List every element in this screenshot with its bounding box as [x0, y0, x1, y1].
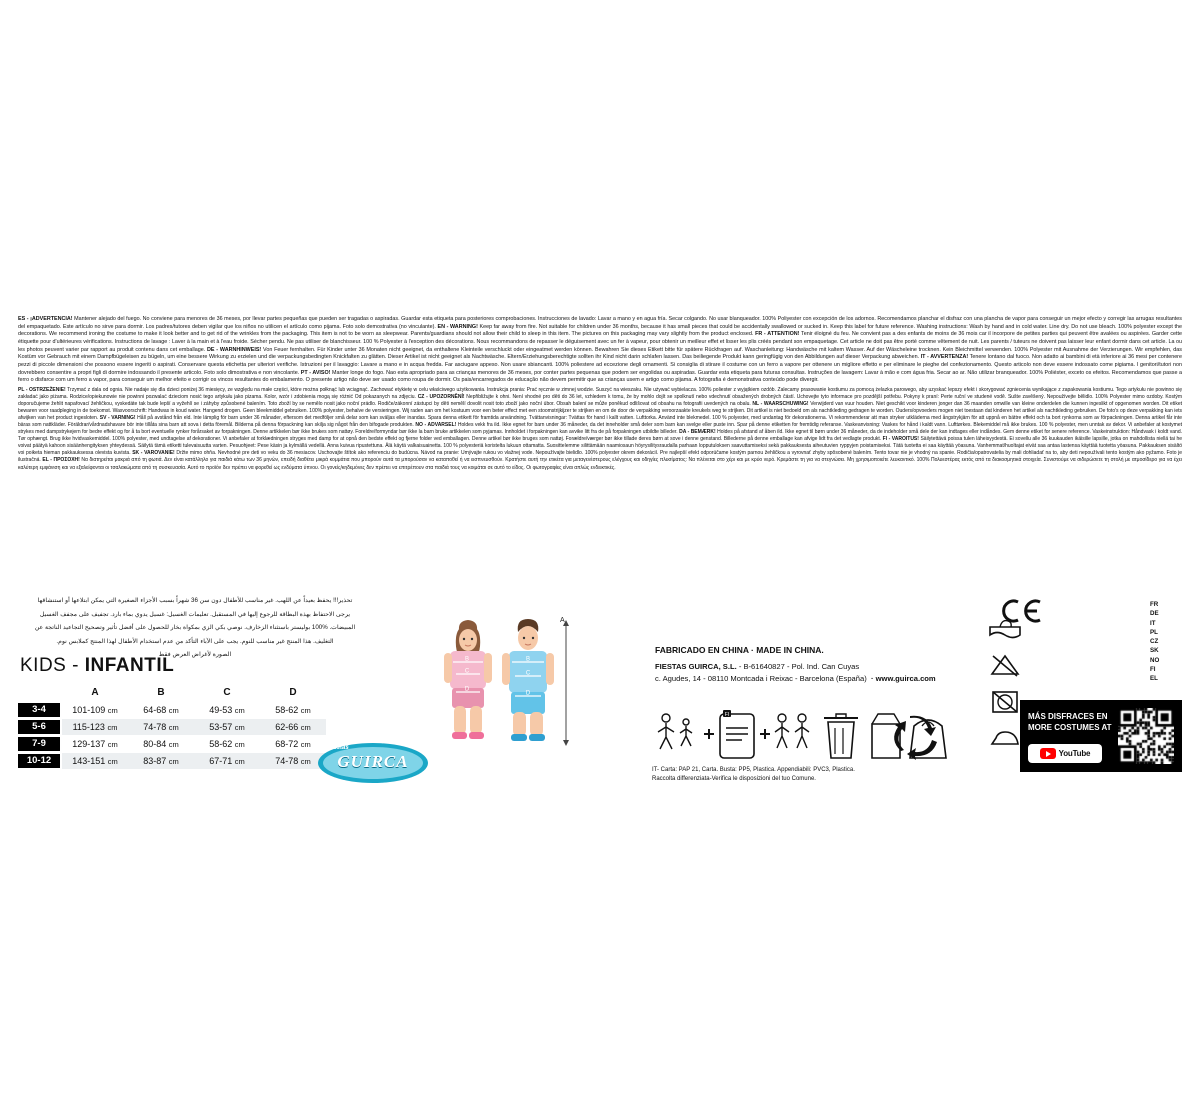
youtube-play-icon — [1040, 748, 1056, 759]
label-b-boy: B — [525, 656, 531, 663]
size-value-b: 80-84 cm — [128, 736, 194, 753]
logo-wordmark: GUIRCA — [337, 752, 409, 771]
packaging-icons — [652, 708, 967, 768]
label-d-girl: D — [464, 686, 470, 693]
table-row — [18, 702, 326, 719]
packaging-pictograms — [652, 708, 967, 768]
company-name — [655, 661, 955, 673]
label-a: A — [560, 617, 565, 624]
packaging-note — [652, 766, 982, 783]
figures-illustration — [420, 600, 610, 790]
lang-code: SK — [1150, 647, 1159, 655]
youtube-label: YouTube — [1058, 749, 1091, 758]
packaging-note-line-2: Raccolta differenziata-Verifica le disposizioni del tuo Comune. — [652, 775, 816, 782]
size-table — [18, 687, 326, 769]
legal-paragraph-1: ES - ¡ADVERTENCIA! Mantener alejado del fuego. No conviene para menores de 36 meses, por llevar partes pequeñas que pueden ser tragadas o aspiradas. Guardar esta etiqueta para posteriores comprobaciones. Instrucciones de lavado: Lavar a mano y en agua fría. Secar colgando. No usar blanqueador. 100% Poliyester con excepción de los adornos. Recomendamos planchar el disfraz con una plancha de vapor para conseguir un mejor efecto y corregir las arrugas resultantes del empaquetado. Este artículo no sirve para dormir. Los padres/tutores deben vigilar que los niños no utilicen el artículo como pijama. Foto solo demostrativa (no vinculante). EN - WARNING! Keep far away from fire. Not suitable for children under 36 months, because it has small pieces that could be accidentally swallowed or sucked in. Keep this label for future reference. Washing instructions: Wash by hand and in cold water. Line dry. Do not use bleach. 100% polyester except the decorations. We recommend ironing the costume to make it look better and to get rid of the wrinkles from the packaging. This item is not to be worn as sleepwear. Parents/guardians should not allow their child to sleep in this item. The pictures on this packaging may vary slightly from the product enclosed. FR - ATTENTION! Tenir éloigné du feu. Ne convient pas a des enfants de moins de 36 mois car il incorpore de petites parties qui peuvent être avalées ou aspirées. Garder cette étiquette pour d'ultérieures vérifications. Instructions de lavage : Laver à la main et à l'eau froide. Sécher pendu. Ne pas utiliser de blanchisseur. 100 % Polyester à l'exception des décorations. Nous recommandons de repasser le déguisement avec un fer à vapeur, pour obtenir un meilleur effet et lisser les plis créés pendant son empaquetage. Cet article ne doit pas être porté comme vêtement de nuit. Les parents / tuteurs ne doivent pas laisser leur enfant dormir dans cet article. La ou les photos peuvent varier par rapport au produit contenu dans cet emballage. DE - WARNHINWEIS! Von Feuer fernhalten. Für Kinder unter 36 Monaten nicht geeignet, da enthaltene Kleinteile verschluckt oder eingeatmet werden können. Bewahren Sie dieses Etikett bitte für spätere Rückfragen auf. Waschanleitung: Handwäsche mit kaltem Wasser. Auf der Wäscheleine trocknen. Kein Bleichmittel verwenden. 100% Polyester mit Ausnahme der Verzierungen. Wir empfehlen, das Kostüm vor Gebrauch mit einem Dampfbügeleisen zu bügeln, um eine bessere Wirkung zu erzielen und die verpackungsbedingten Knickfalten zu glätten. Dieser Artikel ist nicht geeignet als Nachtwäsche. Eltern/Erziehungsberechtigte sollten ihr Kind nicht darin schlafen lassen. Das beiliegende Produkt kann geringfügig von den Abbildungen auf dieser Verpackung abweichen. IT - AVVERTENZA! Tenere lontano dal fuoco. Non adatto ai bambini di età inferiore ai 36 mesi per contenere pezzi di piccole dimensioni che possono essere ingeriti o aspirati. Conservare questa etichetta per ulteriori verifiche. Istruzioni per il lavaggio: Lavare a mano e in acqua fredda. Far asciugare appeso. Non usare sbiancanti. 100% poliestere ad eccezione degli ornamenti. Si consiglia di stirare il costume con un ferro a vapore per ottenere un migliore effetto e per eliminare le pieghe del confezionamento. Questo articolo non deve essere indossato come pigiama. I genitori/tutori non dovrebbero consentire a propri figli di dormire indossando il presente articolo. Foto solo dimostrativa e non vincolante. PT - AVISO! Manter longe do fogo. Nao esta apropriado para as crianças menores de 36 meses, por conter partes pequenas que podem ser engolidas ou aspiradas. Guardar esta etiqueta para futuras consultas. Instruções de lavagem: Lavar à mão e com água fria. Secar ao ar. Não utilizar branqueador. 100% Poliéster, exceto os efeitos. Recomendamos que passe a ferro o disfarce com um ferro a vapor, para conseguir um melhor efeito e corrigir os vincos resultantes do embalamento. O presente artigo não deve ser usado como roupa de dormir. Os pais/encarregados de educação não devem permitir que as crianças usem e artigo como pijama. A fotografia é demonstrativa conteúdo pode divergir. — [18, 316, 1183, 384]
table-row — [18, 719, 326, 736]
size-value-c: 58-62 cm — [194, 736, 260, 753]
lang-code: IT — [1150, 619, 1156, 627]
label-b-girl: B — [464, 656, 470, 663]
size-age-cell: 3-4 — [18, 703, 60, 717]
promo-line-en: MORE COSTUMES AT — [1028, 722, 1112, 732]
waste-separation-icon — [824, 714, 858, 758]
label-c-girl: C — [464, 668, 470, 675]
boy-figure — [502, 619, 554, 741]
size-age-cell: 10-12 — [18, 754, 60, 768]
lang-code: FI — [1150, 666, 1156, 674]
size-value-b: 64-68 cm — [128, 702, 194, 719]
logo-tagline: Fiestas — [328, 745, 349, 751]
size-value-b: 74-78 cm — [128, 719, 194, 736]
arabic-line: المبيضات. %100 بوليستر باستثناء الزخارف. نوصي بكي الزي بمكواة بخار للحصول على أفضل تأثير وتصحيح التجاعيد الناتجة عن — [34, 624, 356, 632]
col-head-b: B — [157, 687, 165, 698]
promo-text — [1028, 712, 1114, 734]
size-value-c: 67-71 cm — [194, 753, 260, 770]
size-value-b: 83-87 cm — [128, 753, 194, 770]
table-row — [18, 753, 326, 770]
size-chart-title-main: KIDS - — [20, 655, 85, 676]
size-value-d: 62-66 cm — [260, 719, 326, 736]
promo-line-es: MÁS DISFRACES EN — [1028, 712, 1108, 721]
size-chart-title-sub: INFANTIL — [84, 655, 175, 676]
guirca-logo — [318, 741, 428, 785]
col-head-c: C — [223, 687, 231, 698]
size-age-cell: 7-9 — [18, 737, 60, 751]
lang-code: PL — [1150, 628, 1158, 636]
size-value-a: 143-151 cm — [62, 753, 128, 770]
plastic-bag-icon — [910, 720, 946, 758]
size-value-a: 101-109 cm — [62, 702, 128, 719]
svg-text:FI: FI — [724, 712, 730, 718]
legal-warnings-block — [18, 316, 1182, 473]
plus-icon-2 — [760, 729, 770, 739]
arabic-line: الصورة لأغراض العرض فقط — [158, 651, 232, 659]
col-head-a: A — [91, 687, 99, 698]
size-value-d: 58-62 cm — [260, 702, 326, 719]
youtube-promo-banner[interactable] — [1020, 700, 1182, 772]
size-chart-title — [20, 655, 388, 677]
table-row — [18, 736, 326, 753]
arabic-warning-block — [20, 596, 370, 664]
measurement-figures — [420, 600, 610, 790]
arabic-line: تحذير!!! يحفظ بعيداً عن اللهب. غير مناسب للأطفال دون سن 36 شهراً بسبب الأجزاء الصغيرة التي يمكن ابتلاعها أو استنشاقها — [37, 597, 353, 604]
girl-figure — [444, 620, 492, 739]
hand-wash-icon — [985, 612, 1025, 648]
arabic-line: التغليف. هذا المنتج غير مناسب للنوم. يجب على الآباء التأكد من عدم استخدام الأطفال لهذا المنتج كملابس نوم. — [56, 637, 334, 645]
size-age-cell: 5-6 — [18, 720, 60, 734]
youtube-button[interactable] — [1028, 744, 1102, 763]
col-head-age — [18, 687, 62, 702]
size-value-a: 129-137 cm — [62, 736, 128, 753]
lang-code: EL — [1150, 675, 1158, 683]
company-address-line: c. Agudes, 14 - 08110 Montcada i Reixac - Barcelona (España) · www.guirca.com — [655, 673, 936, 683]
lang-code: NO — [1150, 656, 1160, 664]
lang-code: DE — [1150, 610, 1159, 618]
label-d-boy: D — [525, 690, 531, 697]
col-head-d: D — [289, 687, 297, 698]
company-name-text: FIESTAS GUIRCA, S.L. — [655, 662, 737, 671]
size-value-a: 115-123 cm — [62, 719, 128, 736]
lang-code: CZ — [1150, 638, 1159, 646]
arabic-line: يرجى الاحتفاظ بهذة البطاقة للرجوع إليها في المستقبل. تعليمات الغسيل: غسيل يدوي بماء بارد. تجفيف على مجفف الغسيل — [39, 610, 351, 618]
qr-code[interactable] — [1118, 708, 1174, 764]
do-not-tumble-dry-icon — [985, 684, 1025, 720]
company-address: c. Agudes, 14 - 08110 Montcada i Reixac - Barcelona (España) — [655, 673, 867, 683]
height-arrow-a — [560, 617, 569, 746]
size-value-d: 74-78 cm — [260, 753, 326, 770]
legal-paragraph-2: PL - OSTRZEŻENIE! Trzymać z dala od ognia. Nie nadaje się dla dzieci poniżej 36 miesięcy, ze względu na małe części, które można połknąć lub wciągnąć. Zachować etykietę w celu właściwego użytkowania. Instrukcja prania: Prać ręcznie w zimnej wodzie. Suszyć na wieszaku. Nie używać wybielacza. 100% poliester z wyjątkiem ozdób. Zalecamy prasowanie kostiumu za pomocą żelazka parowego, aby uzyskać lepszy efekt i skorygować zgniecenia wynikające z zapakowania kostiumu. Tego artykułu nie powinno się zakładać jako piżama. Rodzice/opiekunowie nie powinni pozwalać dzieciom nosić tego artykułu jako pizama. Kolor, wzór i zdobienia mogą się różnić Od pokazanych na zdjęciu. CZ - UPOZORNĚNÍ! Nepřibližujte k ohni. Není vhodné pro děti do 36 let, vzhledem k tomu, že by mohlo dojít se spolknutí nebo vdechnutí obsažených drobných částí. Uchovejte tyto informace pro pozdější potřebu. Pokyny k praní: Perte ruční ve studené vodě. Sušte zavěšený. Nepoužívejte bělidlo. 100% Polyester mimo ozdoby. Kostým doporučujeme žehlit napařovací žehličkou, vyskedáte tak bude lepší a vyžehlí se i záhyby způsobené balením. Toto zboží by se nemělo nosit jako noční prádlo. Rodiče/zákonní zástupci by děti nemělí dovolit nosit toto zboží jako noční úbor. Obsah balení se může poněkud odlišovat od obsahu na fotografii uvedených na obalu. NL - WAARSCHUWING! Verwijderd van vuur houden. Niet geschikt voor kinderen jonger dan 36 maanden omwille van kleine onderdelen die kunnen ingeslikt of opgenomen worden. Dit etiket bewaren voor raadpleging in de toekomst. Wasvoorschrift: Handwas in koud water. Hangend drogen. Geen bleekmiddel gebruiken. 100% polyester, behalve de versieringen. Wij raden aan om het kostuum voor een beter effect met een stoomstrijkijzer te strijken en om de door de verpakking veroorzaakte kreukels weg te strijken. Dit artikel is niet bedoeld om als nachtkleding gedragen te worden. Ouders/opvoeders mogen niet toestaan dat kinderen het artikel als nachtkleding gebruiken. De foto's op deze verpakking kan iets afwijken van het product ingesloten. SV - VARNING! Håll på avstånd från eld. Inte lämplig för barn under 36 månader, eftersom det medföljer små delar som kan sväljas eller inandas. Spara denna etikett för framtida användning. Tvättanvisningar: Tvättas för hand i kallt vatten. Lufttorka. Använd inte blekmedel. 100 % polyester, med undantag för dekorationerna. Vi rekommenderar att man stryker utkläderna med ångstrykjärn för att uppnå en bättre effekt och ta bort rynkorna som av förpackningen. Denna artikel får inte bäras som nattkläder. Föräldrar/vårdnadshavare bör inte tillåta sina barn att sova i detta föremål. Bilderna på denna förpackning kan skilja sig något från den bifogade produkten. NO - ADVARSEL! Holdes vekk fra ild. Ikke egnet for barn under 36 måneder, da det inneholder små deler som barn kan svelge eller puste inn. Spar på denne etiketten for fremtidig referanse. Vaskeanvisning: Vaskes for hånd i kaldt vann. Lufttørkes. Blekemiddel må ikke brukes. 100 % polyester, men unntak av dekor. Vi anbefaler at kostymet strykes med dampstrykejern for bedre effekt og for å ta bort eventuelle rynker forårsaket av forpakningen. Denne artikkelen bør ikke brukes som nattøy. Foreldre/formyndar bør ikke la barn bruke artikkelen som pyjamas. Innholdet i forpakningen kan avvike litt fra de på forpakningen utbildte billeder. DA - BEMÆRK! Holdes på afstand af åben ild. Ikke egnet til børn under 36 måneder, da de indeholder små dele der kan indtages eller indåndes. Gem denne etiket for senere reference. Vaskeinstruktion: Håndvask i koldt vand. Tør ophængt. Brug ikke hvidvaskemiddel. 100% polyester, med undtagelse af dekorationer. Vi anbefaler at forklædningen stryges med damp for at opnå den bedste effekt og fjerne folder ved emballagen. Denne artikel bør ikke bruges som nattøj. Forældre/værger bør ikke tillade deres børn at sove i denne genstand. Billederne på denne emballage kan afvige lidt fra det vedlagte produkt. FI - VAROITUS! Säilytettävä poissa tulen läheisyydestä. Ei sovellu alle 36 kuukauden ikäisille lapsille, jotka on mahdollista niellä tai he voivat päätyä kahoon sisäänhengityksen yhteydessä. Säilytä tämä etiketti tulevaisuutta varten. Pesuohjeet: Pese käsin ja kylmällä vedellä. Anna kuivua ripustettuna. Älä käytä valkaisuainetta. 100 % polyesteriä koristelta lukuun ottamatta. Suosittelemme silittämään naamiosaun höyrysilitysraudalla parhaan lopputuloksen saavuttamiseksi sekä pakkauksesta aiheutuvien ryppyjen poistamiseksi. Tätä tuotetta ei saa käyttää yöasuna. Vanhemmat/huoltajat eivät saa antaa lastensa käyttää tuotetta yöasuna. Pakkauksen sisältö voi poiketa hieman pakkauksessa olevista kuvista. SK - VAROVANIE! Držte mimo ohňa. Nevhodné pre deti vo veku do 36 mesiacov. Uschovajte štítok ako referenciu do budúcna. Návod na pranie: Umývajte rukou vo vlažnej vode. Nepoužívajte bielidlo. 100% polyester okrem dekorácií. Pre najlepší efekt odporúčame kostým parnou žehličkou a vyrovnať zhyby spôsobené balením. Tento tovar nie je vhodný na spanie. Rodičia/opatrovatelia by mali dohliadať na to, aby deti nepoužívali tento kostým ako pyžamo. Foto je ilustračná. EL - ΠΡΟΣΟΧΗ! Να διατηρείται μακριά από τη φωτιά. Δεν είναι κατάλληλο για παιδιά κάτω των 36 μηνών, επειδή διαθέτει μικρά κομμάτια που μπορούν αυτά τα μπορούσαν να καταποθεί ή να εισπνευσθούν. Κρατήστε αυτή την ετικέτα για μεταγενέστερους ελέγχους και οδηγίες πλυσίματος: Να πλένεται στο χέρι και με κρύο νερό. Κρεμάστε τη για να στεγνώσει. Μη χρησιμοποιείτε λευκαντικό. 100% Πολυεστέρας εκτός από τα διακοσμητικά στοιχεία. Συνιστούμε να σιδερώσετε τη στολή με ατμοσίδερο για να έχει καλύτερη εμφάνιση και να εξαλείφονται οι τσαλακώματα από τη συσκευασία. Αυτό το προϊόν δεν πρέπει να φορεθεί ως ενδύματα ύπνου. Οι γονείς/κηδεμόνες δεν πρέπει να επιτρέπουν στα παιδιά τους να κοιμάται σε αυτό το είδος. Οι φωτογραφίες είναι απλώς ενδεικτικές. — [18, 386, 1183, 471]
label-c-boy: C — [525, 670, 531, 677]
no-sleepwear-icon — [720, 710, 754, 758]
size-value-c: 53-57 cm — [194, 719, 260, 736]
two-persons-icon — [775, 714, 809, 748]
company-registration: - B-61640827 - Pol. Ind. Can Cuyas — [736, 662, 860, 671]
made-in-text: FABRICADO EN CHINA · MADE IN CHINA. — [655, 645, 824, 655]
do-not-bleach-icon — [985, 648, 1025, 684]
iron-icon — [985, 720, 1025, 756]
lang-code: FR — [1150, 601, 1159, 608]
plus-icon — [704, 729, 714, 739]
paper-bag-icon — [872, 714, 900, 758]
size-value-c: 49-53 cm — [194, 702, 260, 719]
company-website: www.guirca.com — [875, 673, 936, 683]
language-codes — [1150, 600, 1180, 684]
packaging-note-line-1: IT- Carta: PAP 21, Carta. Busta: PP5, Plastica. Appendiabili: PVC3, Plastica. — [652, 767, 855, 773]
size-value-d: 68-72 cm — [260, 736, 326, 753]
supervision-icon — [658, 714, 692, 749]
table-header-row — [18, 687, 326, 702]
company-info — [655, 645, 955, 685]
